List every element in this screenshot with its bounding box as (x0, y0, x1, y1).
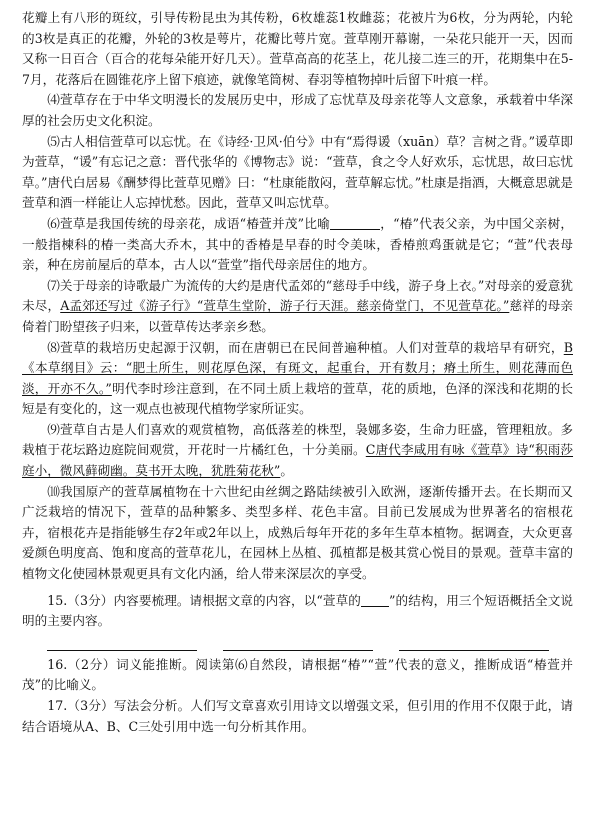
fill-blank-15[interactable] (361, 594, 389, 607)
answer-line-1[interactable] (47, 640, 197, 651)
paragraph-7-part-b: 慈祥的母亲倚着门盼望孩子归来，以萱草传达孝亲乡愁。 (22, 298, 574, 334)
quote-c-underlined: C唐代李咸用有咏《萱草》诗“积雨莎庭小，微风藓砌幽。莫书开太晚，犹胜菊花秋” (22, 442, 574, 479)
paragraph-9 (22, 420, 573, 482)
question-15 (22, 591, 573, 632)
quote-a-underlined: A孟郊还写过《游子行》“萱草生堂阶，游子行天涯。慈亲倚堂门，不见萱草花。” (60, 298, 510, 314)
paragraph-6 (22, 214, 573, 276)
paragraph-intro: 花瓣上有八形的斑纹，引导传粉昆虫为其传粉，6枚雄蕊1枚雌蕊；花被片为6枚，分为两轮，内轮的3枚是真正的花瓣，外轮的3枚是萼片，花瓣比萼片宽。萱草刚开幕谢，一朵花只能开一天，因而又称一日百合（百合的花每朵能开好几天）。萱草高高的花茎上，花儿接二连三的开，花期集中在5-7月，花落后在圆锥花序上留下痕迹，就像笔筒树、春羽等植物掉叶后留下叶痕一样。 (22, 10, 573, 87)
paragraph-9-part-a: ⑼萱草自古是人们喜欢的观赏植物，高低落差的株型，袅娜多姿，生命力旺盛，管理粗放。多栽植于花坛路边庭院间观赏，开花时一片橘红色，十分美丽。 (22, 421, 573, 458)
question-15-part-a: 15.（3分）内容要梳理。请根据文章的内容，以“萱草的 (47, 592, 361, 608)
paragraph-8 (22, 338, 573, 420)
paragraph-6-part-a: ⑹萱草是我国传统的母亲花，成语“椿萱并茂”比喻 (47, 215, 330, 231)
question-16: 16.（2分）词义能推断。阅读第⑹自然段，请根据“椿”“萱”代表的意义，推断成语“椿萱并茂”的比喻义。 (22, 656, 573, 693)
paragraph-7-part-a: ⑺关于母亲的诗歌最广为流传的大约是唐代孟郊的“慈母手中线，游子身上衣。”对母亲的爱意犹未尽， (22, 277, 573, 314)
paragraph-9-part-b: 。 (280, 463, 293, 479)
paragraph-8-part-a: ⑻萱草的栽培历史起源于汉朝，而在唐朝已在民间普遍种植。人们对萱草的栽培早有研究， (47, 339, 564, 355)
paragraph-5: ⑸古人相信萱草可以忘忧。在《诗经·卫风·伯兮》中有“焉得谖（xuān）草？言树之背。”谖草即为萱草，“谖”有忘记之意：晋代张华的《博物志》说：“萱草，食之令人好欢乐，忘忧思，故曰忘忧草。”唐代白居易《酬梦得比萱草见赠》曰：“杜康能散闷，萱草解忘忧。”杜康是指酒，大概意思就是萱草和酒一样能让人忘掉忧愁。因此，萱草又叫忘忧草。 (22, 133, 573, 211)
question-15-part-b: ”的结构，用三个短语概括全文说明的主要内容。 (22, 592, 573, 629)
paragraph-8-part-b: 明代李时珍注意到，在不同土质上栽培的萱草，花的质地，色泽的深浅和花期的长短是有变化的，这一观点也被现代植物学家所证实。 (22, 380, 574, 417)
answer-line-2[interactable] (223, 640, 373, 651)
paragraph-7 (22, 276, 573, 338)
paragraph-6-part-b: ，“椿”代表父亲，为中国父亲树，一般指楝科的椿一类高大乔木，其中的香椿是早春的时令美味，香椿煎鸡蛋就是它；“萱”代表母亲，种在房前屋后的草本，古人以“萱堂”指代母亲居住的地方。 (22, 215, 573, 273)
quote-b-underlined: B《本草纲目》云：“肥土所生，则花厚色深，有斑文，起重台，开有数月；瘠土所生，则花薄而色淡，开亦不久。” (22, 339, 573, 396)
answer-line-3[interactable] (399, 640, 549, 651)
question-17: 17.（3分）写法会分析。人们写文章喜欢引用诗文以增强文采，但引用的作用不仅限于此，请结合语境从A、B、C三处引用中选一句分析其作用。 (22, 698, 573, 734)
paragraph-10: ⑽我国原产的萱草属植物在十六世纪由丝绸之路陆续被引入欧洲，逐渐传播开去。在长期而又广泛栽培的情况下，萱草的品种繁多、类型多样、花色丰富。目前已发展成为世界著名的宿根花卉，宿根花卉是指能够生存2年或2年以上，成熟后每年开花的多年生草本植物。据调查，大众更喜爱颜色明度高、饱和度高的萱草花儿，在园林上丛植、孤植都是极其赏心悦目的景观。萱草丰富的植物文化使园林景观更具有文化内涵，给人带来深层次的享受。 (22, 483, 573, 582)
answer-lines-15 (22, 640, 573, 651)
paragraph-4: ⑷萱草存在于中华文明漫长的发展历史中，形成了忘忧草及母亲花等人文意象，承载着中华深厚的社会历史文化积淀。 (22, 92, 573, 128)
fill-blank-6[interactable] (330, 217, 380, 230)
